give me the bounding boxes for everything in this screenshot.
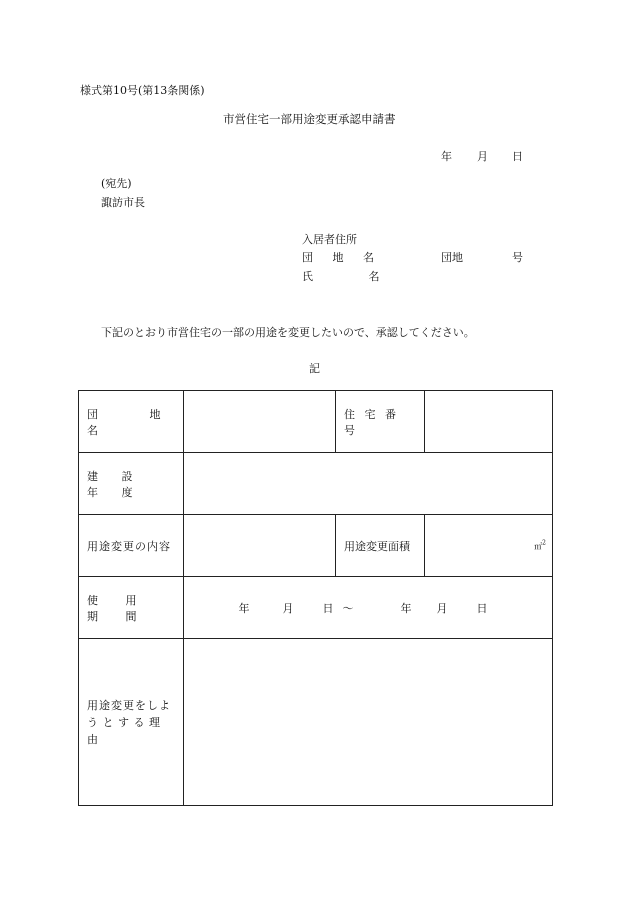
- page-title: 市営住宅一部用途変更承認申請書: [223, 112, 396, 126]
- date-day: 日: [512, 150, 523, 163]
- change-area-input-cell[interactable]: [425, 515, 553, 577]
- addressee-name: 諏訪市長: [101, 196, 145, 209]
- addressee-prefix: (宛先): [101, 177, 132, 190]
- usage-period-label: 使 用 期 間: [87, 593, 149, 623]
- change-content-input-cell[interactable]: [184, 515, 336, 577]
- reason-label-line-1: 用途変更をしよ: [87, 698, 171, 712]
- form-number: 様式第10号(第13条関係): [80, 84, 205, 97]
- period-month-1: 月: [282, 601, 294, 615]
- area-unit-sup: 2: [542, 539, 546, 547]
- table-row: [79, 391, 553, 453]
- date-month: 月: [477, 150, 488, 163]
- usage-period-label-cell: [79, 577, 184, 639]
- area-unit: ㎡: [534, 542, 543, 551]
- table-row: [79, 639, 553, 806]
- application-table: [78, 390, 553, 806]
- applicant-name-label: 氏 名: [302, 270, 406, 283]
- applicant-danchi-label: 団地: [441, 251, 463, 264]
- body-text: 下記のとおり市営住宅の一部の用途を変更したいので、承認してください。: [101, 326, 475, 339]
- period-day-1: 日: [322, 601, 334, 615]
- construction-year-label: 建 設 年 度: [87, 469, 143, 499]
- usage-period-values: [184, 600, 552, 616]
- change-content-label-cell: [79, 515, 184, 577]
- period-year-1: 年: [238, 601, 250, 615]
- period-year-2: 年: [400, 601, 412, 615]
- period-tilde: ～: [342, 601, 354, 615]
- applicant-number-label: 号: [512, 251, 523, 264]
- reason-input-cell[interactable]: [184, 639, 553, 806]
- change-area-label: 用途変更面積: [344, 539, 410, 553]
- ki-label: 記: [309, 362, 320, 375]
- table-row: [79, 515, 553, 577]
- danchi-name-input-cell[interactable]: [184, 391, 336, 453]
- construction-year-input-cell[interactable]: [184, 453, 553, 515]
- change-area-label-cell: [336, 515, 425, 577]
- period-month-2: 月: [436, 601, 448, 615]
- danchi-name-label-cell: [79, 391, 184, 453]
- reason-label: [79, 697, 183, 748]
- applicant-danchi-name-label: 団 地 名: [302, 251, 382, 264]
- table-row: [79, 453, 553, 515]
- applicant-address-label: 入居者住所: [302, 233, 357, 246]
- house-number-input-cell[interactable]: [425, 391, 553, 453]
- reason-label-cell: [79, 639, 184, 806]
- table-row: [79, 577, 553, 639]
- usage-period-input-cell[interactable]: [184, 577, 553, 639]
- danchi-name-label: 団 地 名: [87, 407, 185, 437]
- reason-label-line-2: うとする理由: [87, 715, 165, 746]
- house-number-label: 住 宅 番 号: [344, 407, 399, 437]
- construction-year-label-cell: [79, 453, 184, 515]
- house-number-label-cell: [336, 391, 425, 453]
- period-day-2: 日: [476, 601, 488, 615]
- change-content-label: 用途変更の内容: [87, 539, 171, 553]
- date-year: 年: [441, 150, 452, 163]
